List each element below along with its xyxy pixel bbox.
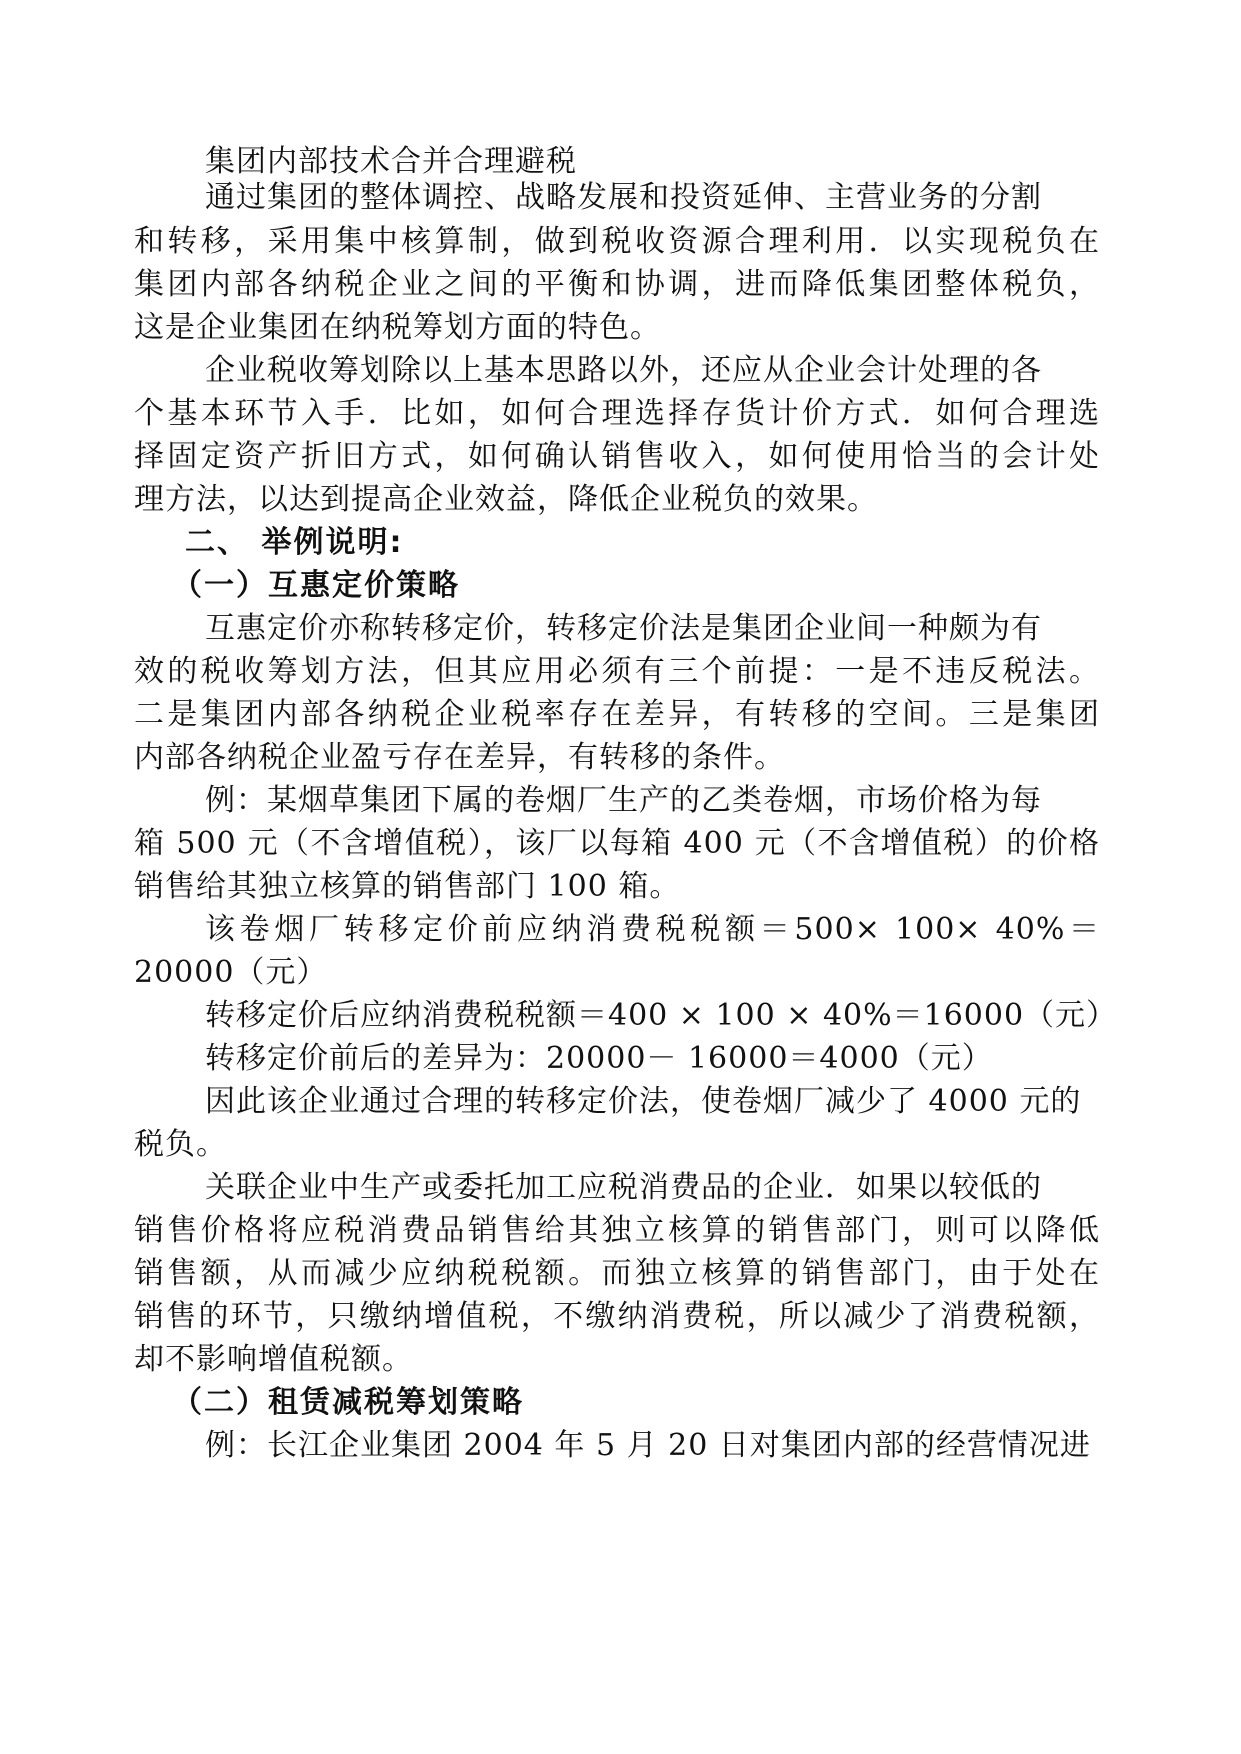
body-text-line: 企业税收筹划除以上基本思路以外，还应从企业会计处理的各: [205, 353, 1042, 388]
body-text-line: 例：某烟草集团下属的卷烟厂生产的乙类卷烟，市场价格为每: [205, 783, 1042, 818]
body-text-line: 箱 500 元（不含增值税），该厂以每箱 400 元（不含增值税）的价格: [134, 826, 1100, 861]
subsection-heading: （二）租赁减税筹划策略: [172, 1385, 524, 1420]
subsection-heading: （一）互惠定价策略: [172, 568, 460, 603]
paragraph-title-line: 集团内部技术合并合理避税: [205, 144, 577, 179]
equation-line: 转移定价前后的差异为：20000－ 16000＝4000（元）: [205, 1041, 993, 1076]
body-text-line: 却不影响增值税额。: [134, 1342, 413, 1377]
body-text-line: 关联企业中生产或委托加工应税消费品的企业．如果以较低的: [205, 1170, 1042, 1205]
body-text-line: 通过集团的整体调控、战略发展和投资延伸、主营业务的分割: [205, 180, 1042, 215]
body-text-line: 税负。: [134, 1127, 227, 1162]
equation-line: 该卷烟厂转移定价前应纳消费税税额＝500× 100× 40%＝: [205, 912, 1100, 947]
body-text-line: 效的税收筹划方法，但其应用必须有三个前提：一是不违反税法。: [134, 654, 1100, 689]
body-text-line: 例：长江企业集团 2004 年 5 月 20 日对集团内部的经营情况进: [205, 1428, 1091, 1463]
body-text-line: 销售的环节，只缴纳增值税，不缴纳消费税，所以减少了消费税额，: [134, 1299, 1100, 1334]
body-text-line: 销售价格将应税消费品销售给其独立核算的销售部门，则可以降低: [134, 1213, 1100, 1248]
body-text-line: 因此该企业通过合理的转移定价法，使卷烟厂减少了 4000 元的: [205, 1084, 1082, 1119]
body-text-line: 内部各纳税企业盈亏存在差异，有转移的条件。: [134, 740, 785, 775]
body-text-line: 二是集团内部各纳税企业税率存在差异，有转移的空间。三是集团: [134, 697, 1100, 732]
equation-line: 转移定价后应纳消费税税额＝400 × 100 × 40%＝16000（元）: [205, 998, 1118, 1033]
body-text-line: 互惠定价亦称转移定价，转移定价法是集团企业间一种颇为有: [205, 611, 1042, 646]
body-text-line: 和转移，采用集中核算制，做到税收资源合理利用．以实现税负在: [134, 224, 1100, 259]
body-text-line: 集团内部各纳税企业之间的平衡和协调，进而降低集团整体税负，: [134, 267, 1100, 302]
equation-line: 20000（元）: [134, 955, 328, 990]
body-text-line: 择固定资产折旧方式，如何确认销售收入，如何使用恰当的会计处: [134, 439, 1100, 474]
body-text-line: 这是企业集团在纳税筹划方面的特色。: [134, 310, 661, 345]
body-text-line: 个基本环节入手．比如，如何合理选择存货计价方式．如何合理选: [134, 396, 1100, 431]
body-text-line: 理方法，以达到提高企业效益，降低企业税负的效果。: [134, 482, 878, 517]
section-heading: 二、 举例说明:: [185, 525, 404, 560]
body-text-line: 销售给其独立核算的销售部门 100 箱。: [134, 869, 681, 904]
body-text-line: 销售额，从而减少应纳税税额。而独立核算的销售部门，由于处在: [134, 1256, 1100, 1291]
